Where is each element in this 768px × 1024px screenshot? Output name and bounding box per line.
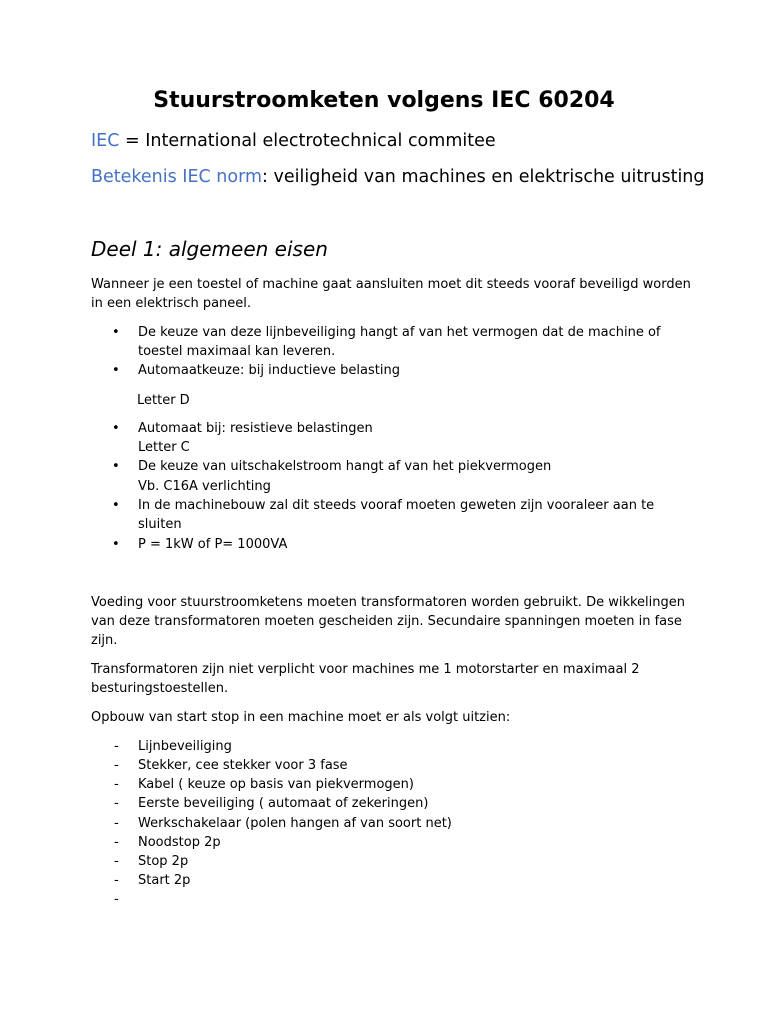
iec-description: = International electrotechnical commitee <box>119 131 496 151</box>
intro-line: Wanneer je een toestel of machine gaat aansluiten moet dit steeds vooraf beveiligd worden <box>91 277 691 292</box>
bullet-item-line: In de machinebouw zal dit steeds vooraf moeten geweten zijn vooraleer aan te <box>138 498 655 513</box>
bullet-item-line: toestel maximaal kan leveren. <box>138 344 336 359</box>
dash-item: Werkschakelaar (polen hangen af van soort net) <box>138 816 452 831</box>
bullet-item-line: P = 1kW of P= 1000VA <box>138 537 288 552</box>
bullet-marker: • <box>112 459 120 474</box>
dash-marker: - <box>114 758 119 773</box>
bullet-marker: • <box>112 363 120 378</box>
bullet-item-line: Vb. C16A verlichting <box>138 479 271 494</box>
bullet-marker: • <box>112 498 120 513</box>
betekenis-description: : veiligheid van machines en elektrische uitrusting <box>262 167 705 187</box>
bullet-marker: • <box>112 325 120 340</box>
bullet-marker: • <box>112 421 120 436</box>
dash-marker: - <box>114 835 119 850</box>
dash-item: Lijnbeveiliging <box>138 739 232 754</box>
letter-d-note: Letter D <box>137 393 190 408</box>
section-heading: Deel 1: algemeen eisen <box>91 237 328 261</box>
page-title: Stuurstroomketen volgens IEC 60204 <box>153 88 615 113</box>
betekenis-term: Betekenis IEC norm <box>91 167 263 187</box>
betekenis-definition <box>91 167 705 187</box>
voeding-line: zijn. <box>91 633 118 648</box>
dash-item: Eerste beveiliging ( automaat of zekeringen) <box>138 796 429 811</box>
bullet-item-line: Letter C <box>138 440 190 455</box>
transfo-line: besturingstoestellen. <box>91 681 229 696</box>
bullet-item-line: Automaat bij: resistieve belastingen <box>138 421 373 436</box>
dash-item: Stop 2p <box>138 854 189 869</box>
bullet-item-line: De keuze van uitschakelstroom hangt af van het piekvermogen <box>138 459 552 474</box>
dash-marker: - <box>114 796 119 811</box>
bullet-item-line: De keuze van deze lijnbeveiliging hangt af van het vermogen dat de machine of <box>138 325 661 340</box>
opbouw-line: Opbouw van start stop in een machine moet er als volgt uitzien: <box>91 710 511 725</box>
voeding-line: Voeding voor stuurstroomketens moeten transformatoren worden gebruikt. De wikkelingen <box>91 595 685 610</box>
bullet-marker: • <box>112 537 120 552</box>
intro-line: in een elektrisch paneel. <box>91 296 252 311</box>
dash-marker: - <box>114 739 119 754</box>
dash-marker: - <box>114 854 119 869</box>
transfo-line: Transformatoren zijn niet verplicht voor machines me 1 motorstarter en maximaal 2 <box>91 662 640 677</box>
dash-item: Noodstop 2p <box>138 835 221 850</box>
dash-item: Kabel ( keuze op basis van piekvermogen) <box>138 777 414 792</box>
dash-marker: - <box>114 816 119 831</box>
bullet-item-line: Automaatkeuze: bij inductieve belasting <box>138 363 400 378</box>
dash-marker: - <box>114 777 119 792</box>
dash-marker: - <box>114 892 119 907</box>
dash-marker: - <box>114 873 119 888</box>
iec-definition <box>91 131 496 151</box>
bullet-item-line: sluiten <box>138 517 182 532</box>
iec-term: IEC <box>91 131 120 151</box>
dash-item: Start 2p <box>138 873 191 888</box>
voeding-line: van deze transformatoren moeten gescheiden zijn. Secundaire spanningen moeten in fase <box>91 614 682 629</box>
dash-item: Stekker, cee stekker voor 3 fase <box>138 758 348 773</box>
